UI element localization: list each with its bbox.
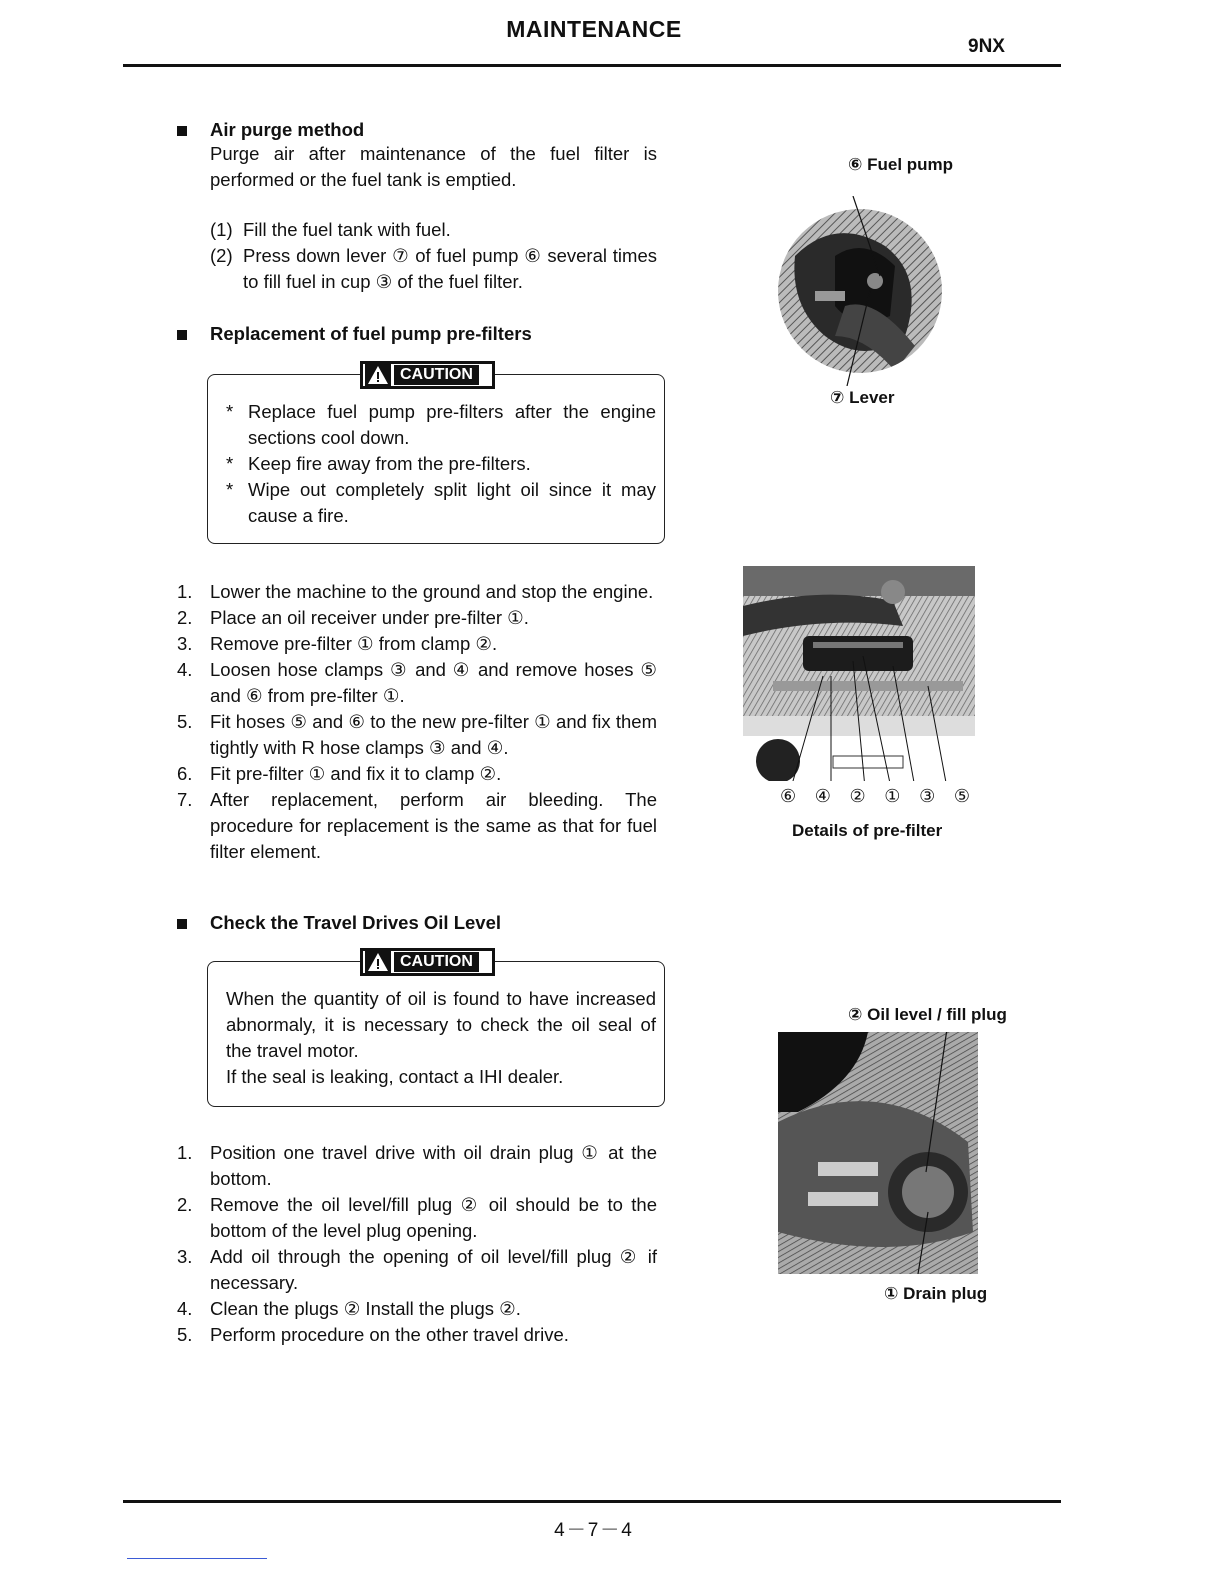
square-bullet-icon — [177, 919, 187, 929]
fuel-pump-label: ⑥ Fuel pump — [848, 155, 954, 174]
list-item: 6. Fit pre-filter ① and fix it to clamp ②. — [177, 763, 502, 784]
caution-label — [360, 361, 495, 389]
callout-number: ③ — [919, 786, 936, 806]
list-item: 5. Perform procedure on the other travel drive. — [177, 1324, 569, 1345]
fill-plug-label: ② Oil level / fill plug — [848, 1005, 1007, 1024]
air-purge-section — [175, 117, 657, 295]
prefilter-heading — [175, 321, 657, 347]
travel-drive-photo — [778, 1032, 978, 1274]
travel-steps — [175, 1140, 657, 1348]
caution-box-travel — [207, 953, 665, 1107]
footer-rule — [123, 1500, 1061, 1503]
callout-number: ② — [849, 786, 866, 806]
list-item: 2. Place an oil receiver under pre-filter ①. — [177, 607, 529, 628]
page-number: 4－7－4 — [554, 1520, 634, 1541]
square-bullet-icon — [177, 330, 187, 340]
list-item: 4. Clean the plugs ② Install the plugs ②. — [177, 1298, 521, 1319]
page-title: MAINTENANCE — [506, 16, 682, 42]
square-bullet-icon — [177, 126, 187, 136]
step-number: (2) — [210, 245, 233, 266]
prefilter-steps — [175, 579, 657, 865]
warning-triangle-icon — [365, 951, 391, 973]
callout-number: ⑥ — [780, 786, 797, 806]
drain-plug-label: ① Drain plug — [884, 1284, 988, 1303]
caution-text: When the quantity of oil is found to have increased abnormaly, it is necessary to check the oil seal of the travel motor. — [226, 988, 656, 1061]
fuel-pump-photo — [775, 196, 945, 386]
list-item: 1. Position one travel drive with oil drain plug ① at the bottom. — [177, 1142, 657, 1189]
step-text: Press down lever ⑦ of fuel pump ⑥ several times to fill fuel in cup ③ of the fuel filter. — [243, 245, 657, 292]
list-item: 7. After replacement, perform air bleeding. The procedure for replacement is the same as that for fuel filter element. — [177, 789, 657, 862]
lever-label: ⑦ Lever — [830, 388, 895, 407]
caution-item: * Wipe out completely split light oil since it may cause a fire. — [226, 479, 656, 526]
air-purge-step — [175, 243, 657, 295]
step-text: Fill the fuel tank with fuel. — [243, 219, 451, 240]
prefilter-photo — [743, 566, 975, 781]
warning-triangle-icon — [365, 364, 391, 386]
air-purge-intro: Purge air after maintenance of the fuel filter is performed or the fuel tank is emptied. — [210, 143, 657, 190]
list-item: 3. Remove pre-filter ① from clamp ②. — [177, 633, 498, 654]
step-number: (1) — [210, 219, 233, 240]
model-label: 9NX — [968, 36, 1005, 57]
caution-word: CAUTION — [394, 365, 479, 385]
link-underline — [127, 1558, 267, 1559]
travel-heading — [175, 910, 657, 936]
callout-number: ⑤ — [953, 786, 970, 806]
callout-number: ① — [884, 786, 901, 806]
air-purge-step — [175, 217, 657, 243]
air-purge-heading — [175, 117, 657, 143]
list-item: 1. Lower the machine to the ground and stop the engine. — [177, 581, 654, 602]
prefilter-caption: Details of pre-filter — [792, 821, 943, 840]
list-item: 5. Fit hoses ⑤ and ⑥ to the new pre-filter ① and fix them tightly with R hose clamps ③ and ④. — [177, 711, 657, 758]
header-rule — [123, 64, 1061, 67]
travel-heading-text: Check the Travel Drives Oil Level — [210, 912, 502, 933]
caution-box-prefilter — [207, 366, 665, 544]
list-item: 2. Remove the oil level/fill plug ② oil should be to the bottom of the level plug opening. — [177, 1194, 657, 1241]
air-purge-heading-text: Air purge method — [210, 119, 365, 140]
caution-item: * Replace fuel pump pre-filters after the engine sections cool down. — [226, 401, 656, 448]
prefilter-callouts — [780, 786, 970, 807]
caution-label — [360, 948, 495, 976]
list-item: 4. Loosen hose clamps ③ and ④ and remove hoses ⑤ and ⑥ from pre-filter ①. — [177, 659, 657, 706]
caution-word: CAUTION — [394, 952, 479, 972]
callout-number: ④ — [814, 786, 831, 806]
caution-item: * Keep fire away from the pre-filters. — [226, 453, 531, 474]
caution-text: If the seal is leaking, contact a IHI dealer. — [226, 1066, 564, 1087]
list-item: 3. Add oil through the opening of oil level/fill plug ② if necessary. — [177, 1246, 657, 1293]
prefilter-heading-text: Replacement of fuel pump pre-filters — [210, 323, 532, 344]
